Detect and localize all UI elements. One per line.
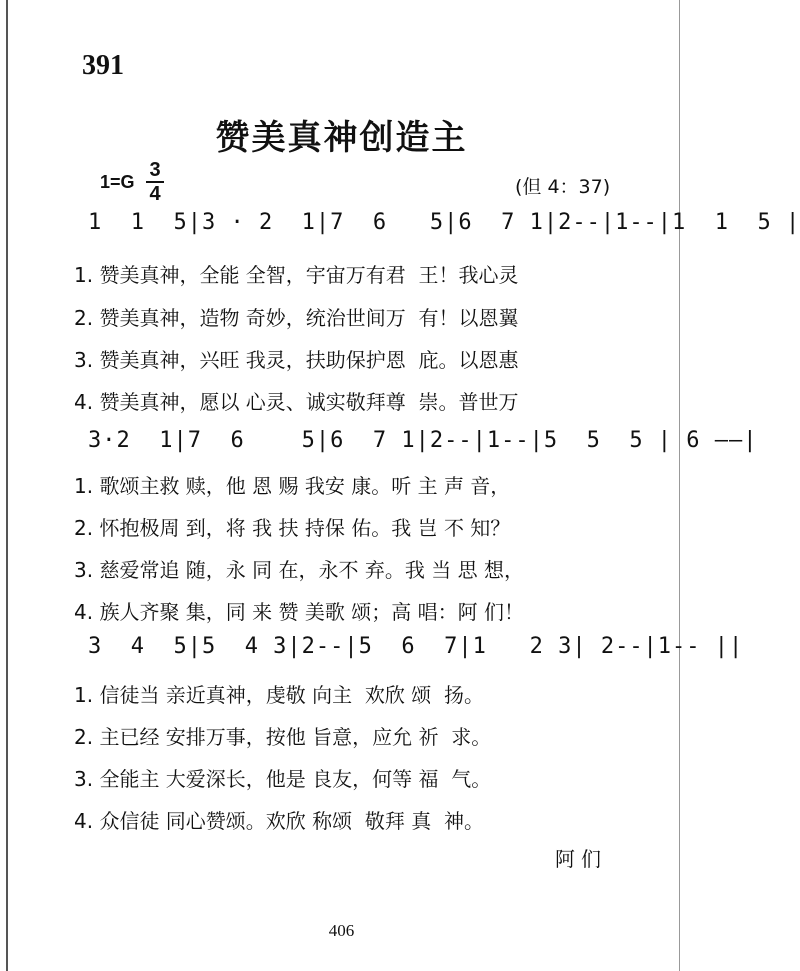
hymn-number: 391	[82, 50, 124, 81]
lyric-verse-3: 3. 慈爱常追 随，永 同 在，永不 弃。我 当 思 想，	[74, 558, 524, 582]
page-number: 406	[328, 921, 355, 940]
time-signature	[146, 160, 164, 204]
scripture-reference: (但 4：37)	[515, 176, 611, 198]
amen-text: 阿们	[555, 847, 607, 871]
lyric-verse-4: 4. 众信徒 同心赞颂。欢欣 称颂 敬拜 真 神。	[74, 809, 484, 833]
notation-line-2: 3·2 1|7 6 5|6 7 1|2--|1--|5 5 5 | 6 ——|	[88, 428, 758, 453]
time-signature-bottom: 4	[149, 183, 161, 205]
lyric-verse-3: 3. 全能主 大爱深长，他是 良友，何等 福 气。	[74, 767, 492, 791]
lyric-verse-2: 2. 怀抱极周 到，将 我 扶 持保 佑。我 岂 不 知？	[74, 516, 511, 540]
lyric-verse-2: 2. 主已经 安排万事，按他 旨意，应允 祈 求。	[74, 725, 492, 749]
notation-line-1: 1 1 5|3 · 2 1|7 6 5|6 7 1|2--|1--|1 1 5 |	[88, 210, 800, 235]
lyric-verse-4: 4. 族人齐聚 集，同 来 赞 美歌 颂；高 唱：阿 们！	[74, 600, 524, 624]
lyric-verse-1: 1. 歌颂主救 赎，他 恩 赐 我安 康。听 主 声 音，	[74, 474, 511, 498]
lyric-verse-3: 3. 赞美真神，兴旺 我灵，扶助保护恩 庇。以恩惠	[74, 348, 519, 372]
lyric-verse-4: 4. 赞美真神，愿以 心灵、诚实敬拜尊 崇。普世万	[74, 390, 519, 414]
hymn-title: 赞美真神创造主	[215, 118, 468, 158]
lyric-verse-1: 1. 信徒当 亲近真神，虔敬 向主 欢欣 颂 扬。	[74, 683, 484, 707]
notation-line-3: 3 4 5|5 4 3|2--|5 6 7|1 2 3| 2--|1-- ||	[88, 634, 744, 659]
key-signature: 1=G	[100, 172, 135, 192]
lyric-verse-2: 2. 赞美真神，造物 奇妙，统治世间万 有！以恩翼	[74, 306, 519, 330]
lyric-verse-1: 1. 赞美真神，全能 全智，宇宙万有君 王！我心灵	[74, 263, 519, 287]
time-signature-top: 3	[149, 159, 161, 181]
